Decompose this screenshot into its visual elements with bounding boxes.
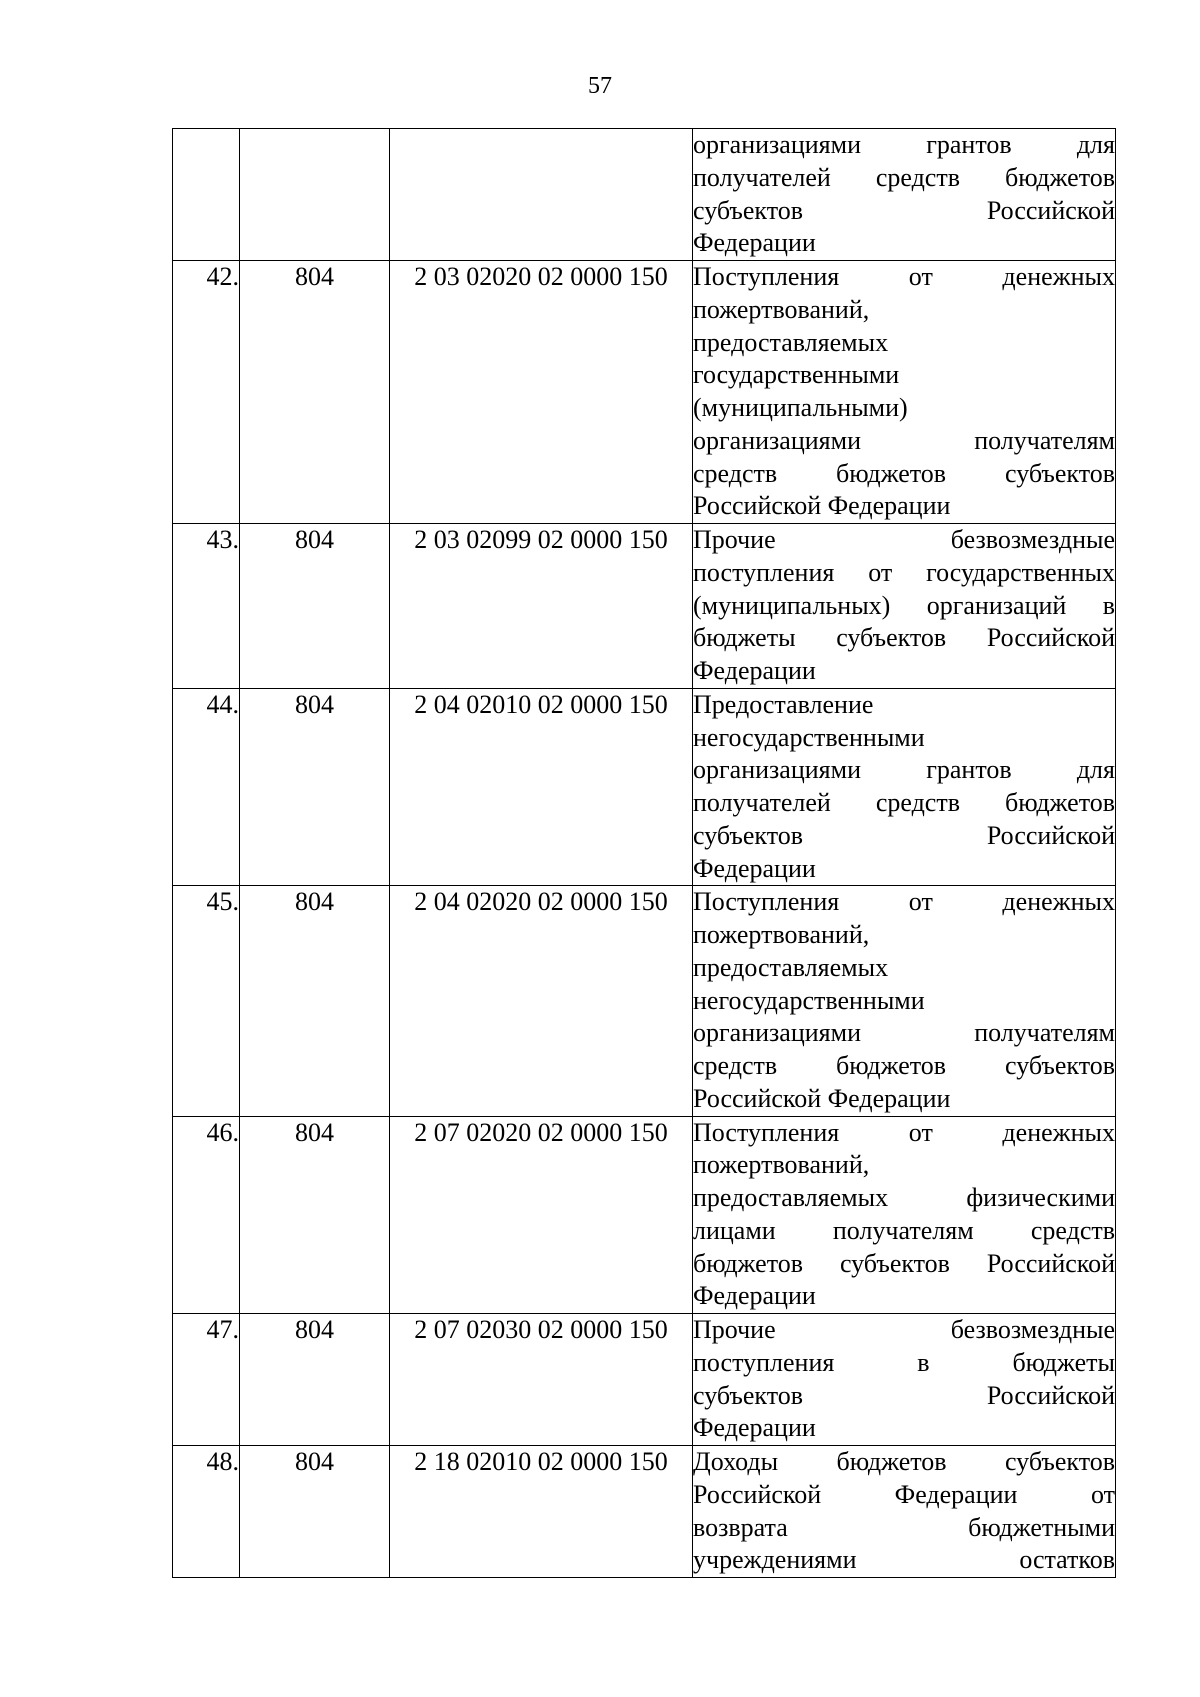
budget-code-cell: 2 03 02099 02 0000 150	[390, 524, 693, 689]
description-cell	[693, 1446, 1116, 1578]
admin-code-cell: 804	[240, 688, 390, 886]
admin-code-cell: 804	[240, 1116, 390, 1314]
admin-code-cell: 804	[240, 261, 390, 524]
description-line: Российской Федерации	[693, 1083, 951, 1113]
budget-code-cell: 2 18 02010 02 0000 150	[390, 1446, 693, 1578]
description-line: бюджеты субъектов Российской	[693, 623, 1115, 653]
description-line: Российской Федерации от	[693, 1479, 1115, 1509]
description-line: организациями получателям	[693, 1018, 1115, 1048]
description-line: бюджетов субъектов Российской	[693, 1248, 1115, 1278]
description-line: организациями грантов для	[693, 130, 1115, 159]
description-line: получателей средств бюджетов	[693, 162, 1115, 192]
row-number-cell: 44.	[173, 688, 240, 886]
description-line: субъектов Российской	[693, 820, 1115, 850]
description-line: предоставляемых	[693, 952, 889, 982]
description-line: средств бюджетов субъектов	[693, 458, 1115, 488]
description-line: предоставляемых физическими	[693, 1183, 1115, 1212]
row-number-cell: 47.	[173, 1314, 240, 1446]
description-cell	[693, 261, 1116, 524]
description-line: Федерации	[693, 853, 816, 883]
admin-code-cell: 804	[240, 886, 390, 1116]
row-number-cell: 45.	[173, 886, 240, 1116]
description-line: получателей средств бюджетов	[693, 788, 1115, 817]
description-line: субъектов Российской	[693, 1380, 1115, 1410]
description-cell	[693, 886, 1116, 1116]
budget-code-cell: 2 04 02020 02 0000 150	[390, 886, 693, 1116]
description-cell	[693, 688, 1116, 886]
description-line: организациями получателям	[693, 425, 1115, 455]
description-line: учреждениями остатков	[693, 1545, 1115, 1575]
description-line: Прочие безвозмездные	[693, 1315, 1115, 1344]
page-number: 57	[588, 73, 612, 99]
description-line: Предоставление	[693, 689, 874, 719]
description-cell	[693, 129, 1116, 261]
table-body	[173, 129, 1116, 1578]
description-line: Доходы бюджетов субъектов	[693, 1447, 1115, 1476]
description-line: организациями грантов для	[693, 755, 1115, 785]
table-row	[173, 129, 1116, 261]
table-row	[173, 261, 1116, 524]
row-number-cell	[173, 129, 240, 261]
description-cell	[693, 1314, 1116, 1446]
description-line: поступления в бюджеты	[693, 1347, 1115, 1377]
description-cell	[693, 524, 1116, 689]
description-line: субъектов Российской	[693, 195, 1115, 225]
description-line: Прочие безвозмездные	[693, 525, 1115, 554]
admin-code-cell: 804	[240, 524, 390, 689]
description-line: Поступления от денежных	[693, 262, 1115, 291]
description-line: государственными	[693, 360, 900, 390]
description-line: негосударственными	[693, 722, 925, 752]
description-line: лицами получателям средств	[693, 1215, 1115, 1245]
description-line: Федерации	[693, 228, 816, 258]
budget-code-cell: 2 03 02020 02 0000 150	[390, 261, 693, 524]
admin-code-cell: 804	[240, 1314, 390, 1446]
table-row	[173, 886, 1116, 1116]
description-line: пожертвований,	[693, 294, 870, 324]
table-row	[173, 1446, 1116, 1578]
description-line: средств бюджетов субъектов	[693, 1051, 1115, 1080]
description-line: негосударственными	[693, 985, 925, 1015]
description-line: пожертвований,	[693, 920, 870, 949]
row-number-cell: 46.	[173, 1116, 240, 1314]
description-line: предоставляемых	[693, 327, 889, 357]
description-line: пожертвований,	[693, 1150, 870, 1180]
description-cell	[693, 1116, 1116, 1314]
table-row	[173, 524, 1116, 689]
description-line: Федерации	[693, 656, 816, 685]
description-line: Федерации	[693, 1281, 816, 1311]
admin-code-cell: 804	[240, 1446, 390, 1578]
description-line: Федерации	[693, 1413, 816, 1443]
table-row	[173, 688, 1116, 886]
row-number-cell: 42.	[173, 261, 240, 524]
table-row	[173, 1314, 1116, 1446]
description-line: (муниципальных) организаций в	[693, 590, 1115, 620]
budget-code-cell	[390, 129, 693, 261]
row-number-cell: 48.	[173, 1446, 240, 1578]
description-line: Российской Федерации	[693, 491, 951, 521]
table-row	[173, 1116, 1116, 1314]
revenue-codes-table	[172, 128, 1116, 1578]
budget-code-cell: 2 04 02010 02 0000 150	[390, 688, 693, 886]
description-line: возврата бюджетными	[693, 1512, 1115, 1542]
budget-code-cell: 2 07 02020 02 0000 150	[390, 1116, 693, 1314]
description-line: Поступления от денежных	[693, 887, 1115, 917]
description-line: поступления от государственных	[693, 557, 1115, 587]
admin-code-cell	[240, 129, 390, 261]
row-number-cell: 43.	[173, 524, 240, 689]
budget-code-cell: 2 07 02030 02 0000 150	[390, 1314, 693, 1446]
description-line: (муниципальными)	[693, 393, 908, 422]
description-line: Поступления от денежных	[693, 1117, 1115, 1147]
